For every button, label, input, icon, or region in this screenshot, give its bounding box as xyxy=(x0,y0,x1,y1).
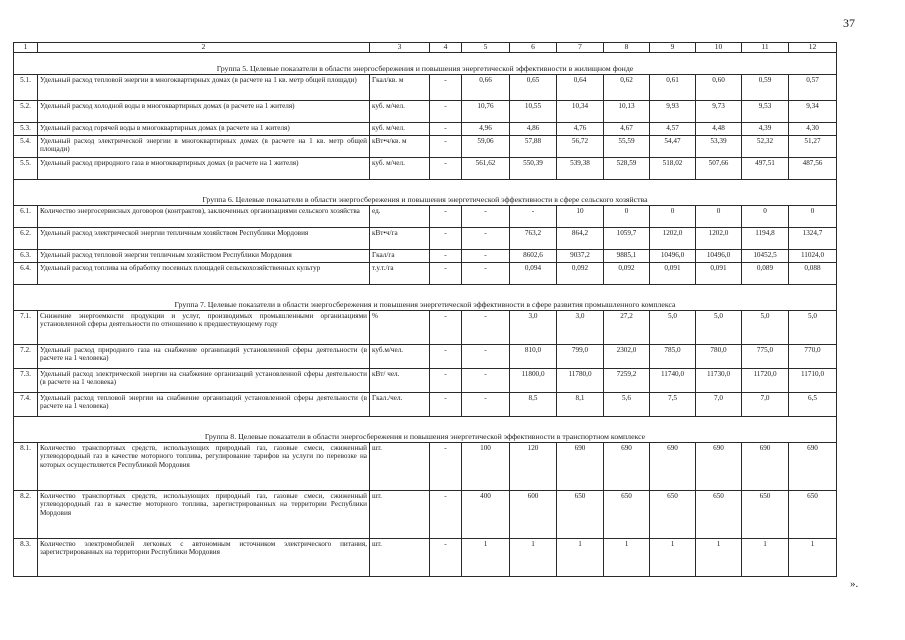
group-title: Группа 8. Целевые показатели в области энергосбережения и повышения энергетической эффективности в транспортном комплексе xyxy=(14,416,837,442)
column-number: 11 xyxy=(742,43,789,53)
group-title: Группа 5. Целевые показатели в области энергосбережения и повышения энергетической эффективности в жилищном фонде xyxy=(14,52,837,74)
unit-of-measure: шт. xyxy=(370,538,430,576)
indicator-description: Удельный расход тепловой энергии на снабжение организаций установленной сферы деятельности (в расчете на 1 человека) xyxy=(38,392,370,416)
indicator-value: 518,02 xyxy=(650,157,696,179)
indicator-description: Удельный расход природного газа в многоквартирных домах (в расчете на 1 жителя) xyxy=(38,157,370,179)
unit-of-measure: куб. м/чел. xyxy=(370,100,430,122)
group-title-row xyxy=(14,179,837,205)
indicator-value: 0,66 xyxy=(462,74,510,100)
table-row xyxy=(14,538,837,576)
unit-of-measure: куб. м/чел. xyxy=(370,122,430,135)
indicator-value: 11740,0 xyxy=(650,368,696,392)
indicator-description: Удельный расход тепловой энергии тепличным хозяйством Республики Мордовия xyxy=(38,249,370,262)
indicator-value: 690 xyxy=(557,442,604,490)
column-number: 6 xyxy=(510,43,557,53)
indicator-description: Удельный расход горячей воды в многоквартирных домах (в расчете на 1 жителя) xyxy=(38,122,370,135)
unit-of-measure: кВт•ч/га xyxy=(370,227,430,249)
indicator-value: 9,34 xyxy=(789,100,837,122)
table-row xyxy=(14,310,837,344)
indicator-value: 561,62 xyxy=(462,157,510,179)
indicator-value: 100 xyxy=(462,442,510,490)
table-row xyxy=(14,135,837,157)
indicator-value: 4,48 xyxy=(696,122,742,135)
indicator-value: 5,0 xyxy=(742,310,789,344)
indicator-value: - xyxy=(430,227,462,249)
indicator-value: 1 xyxy=(650,538,696,576)
indicator-value: 785,0 xyxy=(650,344,696,368)
table-row xyxy=(14,205,837,227)
indicator-description: Удельный расход холодной воды в многоквартирных домах (в расчете на 1 жителя) xyxy=(38,100,370,122)
indicator-description: Удельный расход топлива на обработку посевных площадей сельскохозяйственных культур xyxy=(38,262,370,284)
indicator-value: 9037,2 xyxy=(557,249,604,262)
indicator-value: 780,0 xyxy=(696,344,742,368)
indicator-value: - xyxy=(462,262,510,284)
indicator-value: - xyxy=(430,442,462,490)
indicator-value: 0,091 xyxy=(650,262,696,284)
indicator-description: Удельный расход тепловой энергии в многоквартирных домах (в расчете на 1 кв. метр общей площади) xyxy=(38,74,370,100)
row-number: 6.1. xyxy=(14,205,38,227)
unit-of-measure: шт. xyxy=(370,490,430,538)
row-number: 5.4. xyxy=(14,135,38,157)
indicator-value: 11024,0 xyxy=(789,249,837,262)
indicator-value: 539,38 xyxy=(557,157,604,179)
unit-of-measure: Гкал/га xyxy=(370,249,430,262)
indicator-value: - xyxy=(430,344,462,368)
column-number: 8 xyxy=(604,43,650,53)
indicator-value: - xyxy=(430,157,462,179)
indicator-value: 690 xyxy=(696,442,742,490)
indicator-value: 4,30 xyxy=(789,122,837,135)
indicator-value: 497,51 xyxy=(742,157,789,179)
group-title: Группа 6. Целевые показатели в области энергосбережения и повышения энергетической эффективности в сфере сельского хозяйства xyxy=(14,179,837,205)
indicator-value: 10,76 xyxy=(462,100,510,122)
indicator-value: 0 xyxy=(650,205,696,227)
indicator-value: 1 xyxy=(510,538,557,576)
indicator-value: 1 xyxy=(789,538,837,576)
indicator-value: 51,27 xyxy=(789,135,837,157)
indicator-value: 4,57 xyxy=(650,122,696,135)
table-row xyxy=(14,262,837,284)
indicator-value: 10,13 xyxy=(604,100,650,122)
indicator-value: 0 xyxy=(742,205,789,227)
indicator-value: 57,88 xyxy=(510,135,557,157)
indicator-value: 10,55 xyxy=(510,100,557,122)
indicator-value: 864,2 xyxy=(557,227,604,249)
indicator-value: 1194,8 xyxy=(742,227,789,249)
unit-of-measure: т.у.т./га xyxy=(370,262,430,284)
indicator-value: 0,092 xyxy=(604,262,650,284)
indicator-value: 690 xyxy=(604,442,650,490)
row-number: 6.2. xyxy=(14,227,38,249)
column-number-row xyxy=(14,43,837,53)
indicator-value: 3,0 xyxy=(510,310,557,344)
indicator-value: 11730,0 xyxy=(696,368,742,392)
indicator-value: - xyxy=(430,490,462,538)
indicator-value: 690 xyxy=(789,442,837,490)
unit-of-measure: % xyxy=(370,310,430,344)
indicator-value: 550,39 xyxy=(510,157,557,179)
row-number: 8.1. xyxy=(14,442,38,490)
indicator-value: - xyxy=(430,205,462,227)
indicator-value: - xyxy=(462,344,510,368)
indicator-value: 5,6 xyxy=(604,392,650,416)
indicator-value: - xyxy=(430,135,462,157)
indicator-value: 0,089 xyxy=(742,262,789,284)
indicator-value: 650 xyxy=(557,490,604,538)
table-row xyxy=(14,344,837,368)
group-title-row xyxy=(14,416,837,442)
table-row xyxy=(14,490,837,538)
unit-of-measure: кВт/ чел. xyxy=(370,368,430,392)
group-title: Группа 7. Целевые показатели в области энергосбережения и повышения энергетической эффективности в сфере развития промышленного комплекса xyxy=(14,284,837,310)
indicator-description: Удельный расход электрической энергии на снабжение организаций установленной сферы деятельности (в расчете на 1 человека) xyxy=(38,368,370,392)
unit-of-measure: ед. xyxy=(370,205,430,227)
indicator-value: 7,5 xyxy=(650,392,696,416)
indicator-value: 4,96 xyxy=(462,122,510,135)
group-title-row xyxy=(14,52,837,74)
indicator-value: 8,1 xyxy=(557,392,604,416)
indicator-value: 690 xyxy=(650,442,696,490)
indicator-value: 55,59 xyxy=(604,135,650,157)
indicator-description: Снижение энергоемкости продукции и услуг, производимых промышленными организациями установленной сферы деятельности по отношению к предшествующему году xyxy=(38,310,370,344)
indicator-value: 0,092 xyxy=(557,262,604,284)
indicator-value: 0,59 xyxy=(742,74,789,100)
table-row xyxy=(14,100,837,122)
row-number: 6.3. xyxy=(14,249,38,262)
table-row xyxy=(14,227,837,249)
indicator-value: 1202,0 xyxy=(696,227,742,249)
indicator-value: 1 xyxy=(696,538,742,576)
indicator-value: 799,0 xyxy=(557,344,604,368)
row-number: 5.3. xyxy=(14,122,38,135)
indicator-value: 7,0 xyxy=(742,392,789,416)
unit-of-measure: кВт•ч/кв. м xyxy=(370,135,430,157)
indicator-value: 59,06 xyxy=(462,135,510,157)
indicator-value: 5,0 xyxy=(789,310,837,344)
indicator-value: 0 xyxy=(789,205,837,227)
indicator-value: - xyxy=(462,368,510,392)
row-number: 5.2. xyxy=(14,100,38,122)
indicator-value: 810,0 xyxy=(510,344,557,368)
indicator-value: - xyxy=(430,538,462,576)
indicator-value: 8602,6 xyxy=(510,249,557,262)
column-number: 9 xyxy=(650,43,696,53)
unit-of-measure: Гкал/кв. м xyxy=(370,74,430,100)
indicator-value: - xyxy=(430,74,462,100)
indicator-value: 4,67 xyxy=(604,122,650,135)
indicator-value: 52,32 xyxy=(742,135,789,157)
indicator-value: 1059,7 xyxy=(604,227,650,249)
column-number: 12 xyxy=(789,43,837,53)
row-number: 7.3. xyxy=(14,368,38,392)
indicator-value: 1 xyxy=(742,538,789,576)
indicator-value: 487,56 xyxy=(789,157,837,179)
indicator-value: - xyxy=(430,262,462,284)
table-row xyxy=(14,368,837,392)
indicator-value: 0,62 xyxy=(604,74,650,100)
unit-of-measure: куб.м/чел. xyxy=(370,344,430,368)
indicator-value: 1 xyxy=(462,538,510,576)
row-number: 7.2. xyxy=(14,344,38,368)
indicator-value: 4,76 xyxy=(557,122,604,135)
indicator-value: 8,5 xyxy=(510,392,557,416)
row-number: 7.4. xyxy=(14,392,38,416)
indicator-value: - xyxy=(430,392,462,416)
indicator-value: 1 xyxy=(604,538,650,576)
indicator-value: 400 xyxy=(462,490,510,538)
row-number: 5.5. xyxy=(14,157,38,179)
table-row xyxy=(14,74,837,100)
indicator-value: - xyxy=(462,392,510,416)
indicator-value: 3,0 xyxy=(557,310,604,344)
indicator-value: - xyxy=(510,205,557,227)
indicator-value: 650 xyxy=(650,490,696,538)
table-row xyxy=(14,442,837,490)
indicator-value: 763,2 xyxy=(510,227,557,249)
column-number: 2 xyxy=(38,43,370,53)
page-number: 37 xyxy=(843,16,855,30)
indicator-value: 0,57 xyxy=(789,74,837,100)
indicator-value: 4,39 xyxy=(742,122,789,135)
indicator-value: 11800,0 xyxy=(510,368,557,392)
column-number: 7 xyxy=(557,43,604,53)
indicator-value: 650 xyxy=(604,490,650,538)
indicator-value: 600 xyxy=(510,490,557,538)
indicator-description: Количество электромобилей легковых с автономным источником электрического питания, зарегистрированных на территории Республики Мордовия xyxy=(38,538,370,576)
indicator-value: 0,65 xyxy=(510,74,557,100)
indicator-value: 7259,2 xyxy=(604,368,650,392)
indicator-value: 690 xyxy=(742,442,789,490)
table-row xyxy=(14,392,837,416)
indicator-description: Удельный расход природного газа на снабжение организаций установленной сферы деятельности (в расчете на 1 человека) xyxy=(38,344,370,368)
indicator-value: - xyxy=(462,205,510,227)
indicator-value: 10,34 xyxy=(557,100,604,122)
indicator-value: 1 xyxy=(557,538,604,576)
indicator-value: 0,088 xyxy=(789,262,837,284)
unit-of-measure: куб. м/чел. xyxy=(370,157,430,179)
indicator-description: Количество транспортных средств, использующих природный газ, газовые смеси, сжиженный углеводородный газ в качестве моторного топлива, зарегистрированных на территории Республики Мордовия xyxy=(38,490,370,538)
indicator-value: 1324,7 xyxy=(789,227,837,249)
indicator-value: 4,86 xyxy=(510,122,557,135)
indicator-description: Удельный расход электрической энергии в многоквартирных домах (в расчете на 1 кв. метр общей площади) xyxy=(38,135,370,157)
row-number: 5.1. xyxy=(14,74,38,100)
indicator-value: - xyxy=(430,100,462,122)
column-number: 4 xyxy=(430,43,462,53)
column-number: 10 xyxy=(696,43,742,53)
indicator-value: 0 xyxy=(604,205,650,227)
indicator-value: - xyxy=(430,122,462,135)
indicator-description: Количество энергосервисных договоров (контрактов), заключенных организациями сельского хозяйства xyxy=(38,205,370,227)
indicator-value: - xyxy=(462,310,510,344)
indicator-value: 650 xyxy=(742,490,789,538)
column-number: 1 xyxy=(14,43,38,53)
indicator-value: 27,2 xyxy=(604,310,650,344)
indicator-value: - xyxy=(462,227,510,249)
indicator-value: 53,39 xyxy=(696,135,742,157)
indicator-value: 120 xyxy=(510,442,557,490)
indicator-value: 9,93 xyxy=(650,100,696,122)
row-number: 7.1. xyxy=(14,310,38,344)
indicator-value: 11710,0 xyxy=(789,368,837,392)
indicator-value: 9885,1 xyxy=(604,249,650,262)
indicator-value: 10452,5 xyxy=(742,249,789,262)
indicator-value: 0,60 xyxy=(696,74,742,100)
indicator-value: 775,0 xyxy=(742,344,789,368)
group-title-row xyxy=(14,284,837,310)
indicator-value: 10496,0 xyxy=(650,249,696,262)
row-number: 8.2. xyxy=(14,490,38,538)
indicator-value: 10 xyxy=(557,205,604,227)
indicator-value: 56,72 xyxy=(557,135,604,157)
indicator-value: 11720,0 xyxy=(742,368,789,392)
indicator-value: 54,47 xyxy=(650,135,696,157)
indicator-value: 1202,0 xyxy=(650,227,696,249)
indicator-value: 0,61 xyxy=(650,74,696,100)
indicator-value: - xyxy=(430,249,462,262)
column-number: 5 xyxy=(462,43,510,53)
indicator-value: 0,64 xyxy=(557,74,604,100)
unit-of-measure: шт. xyxy=(370,442,430,490)
indicator-value: 650 xyxy=(696,490,742,538)
indicator-value: 7,0 xyxy=(696,392,742,416)
column-number: 3 xyxy=(370,43,430,53)
indicator-value: 6,5 xyxy=(789,392,837,416)
indicator-value: 528,59 xyxy=(604,157,650,179)
indicator-value: 2302,0 xyxy=(604,344,650,368)
indicator-value: 5,0 xyxy=(650,310,696,344)
indicator-value: 650 xyxy=(789,490,837,538)
indicator-value: 770,0 xyxy=(789,344,837,368)
indicator-value: 9,53 xyxy=(742,100,789,122)
indicator-value: - xyxy=(430,310,462,344)
table-row xyxy=(14,249,837,262)
table-row xyxy=(14,157,837,179)
indicator-value: 5,0 xyxy=(696,310,742,344)
table-row xyxy=(14,122,837,135)
row-number: 8.3. xyxy=(14,538,38,576)
indicator-description: Удельный расход электрической энергии тепличным хозяйством Республики Мордовия xyxy=(38,227,370,249)
indicator-value: 0 xyxy=(696,205,742,227)
indicator-value: - xyxy=(430,368,462,392)
indicator-value: 0,094 xyxy=(510,262,557,284)
indicator-value: 9,73 xyxy=(696,100,742,122)
closing-quote-mark: ». xyxy=(850,578,859,590)
indicators-table xyxy=(13,42,837,577)
indicator-value: 11780,0 xyxy=(557,368,604,392)
indicator-value: 507,66 xyxy=(696,157,742,179)
indicator-description: Количество транспортных средств, использующих природный газ, газовые смеси, сжиженный углеводородный газ в качестве моторного топлива, регулирование тарифов на услуги по перевозке на которых осуществляется Республикой Мордовия xyxy=(38,442,370,490)
indicator-value: 0,091 xyxy=(696,262,742,284)
unit-of-measure: Гкал./чел. xyxy=(370,392,430,416)
row-number: 6.4. xyxy=(14,262,38,284)
indicator-value: 10496,0 xyxy=(696,249,742,262)
indicator-value: - xyxy=(462,249,510,262)
